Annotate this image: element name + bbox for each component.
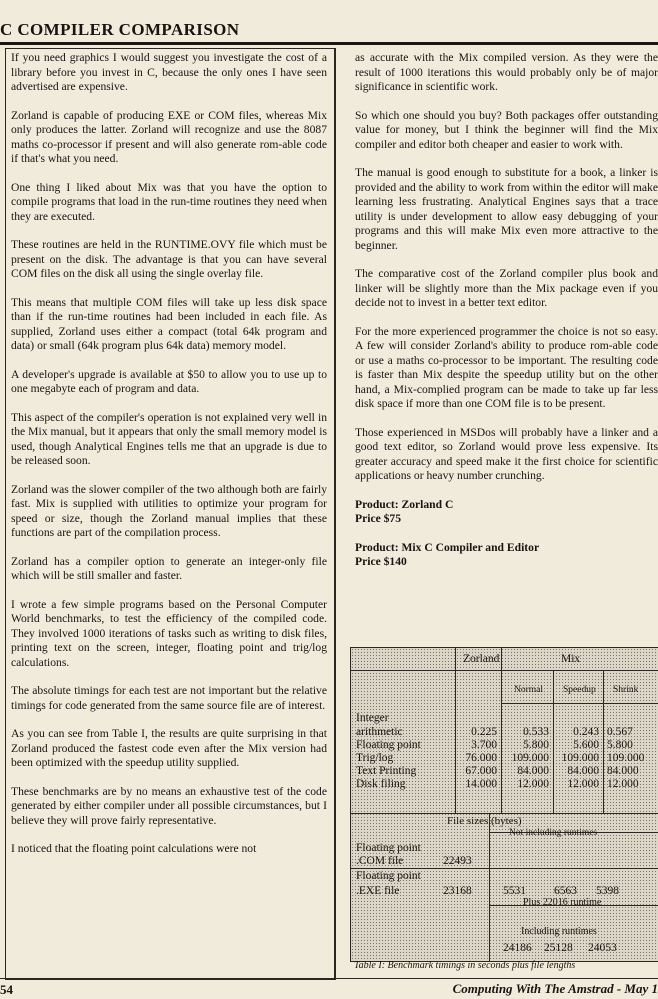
cell-speedup: 0.243 [573, 726, 599, 738]
plus-runtime-label: Plus 22016 runtime [523, 897, 602, 908]
product-name: Product: Zorland C [355, 497, 454, 511]
cell-shrink: 12.000 [607, 778, 639, 790]
paragraph: This means that multiple COM files will take up less disk space than if the run-time routines had been included in each file. As supplied, Zorland uses either a compact (total 64k program and data) or small (64k program plus 64k data) memory model. [11, 295, 327, 352]
paragraph: These benchmarks are by no means an exhaustive test of the code generated by either compiler under all possible circumstances, but I believe they will prove fairly representative. [11, 784, 327, 827]
header-normal: Normal [514, 685, 544, 695]
paragraph: Those experienced in MSDos will probably have a linker and a good text editor, so Zorland would prove less expensive. Its greater accuracy and speed make it the first choice for scientific applications or heavy number crunching. [355, 425, 658, 482]
row-label: Text Printing [356, 765, 417, 777]
header-zorland: Zorland [463, 653, 500, 665]
paragraph: I noticed that the floating point calculations were not [11, 842, 257, 855]
cell-normal: 12.000 [517, 778, 549, 790]
not-including-label: Not including runtimes [509, 828, 598, 838]
cell-normal: 109.000 [511, 752, 549, 764]
paragraph: Zorland has a compiler option to generate an integer-only file which will be still smaller and faster. [11, 554, 327, 582]
row-label: Integer [356, 712, 389, 724]
cell-normal: 84.000 [517, 765, 549, 777]
cell-speedup: 12.000 [567, 778, 599, 790]
paragraph: as accurate with the Mix compiled version. As they were the result of 1000 iterations this would probably only be of major significance in scientific work. [355, 51, 658, 93]
paragraph: As you can see from Table I, the results are quite surprising in that Zorland produced the fastest code even after the Mix version had been optimized with the speedup utility supplied. [11, 727, 327, 769]
paragraph: This aspect of the compiler's operation is not explained very well in the Mix manual, but it appears that only the small memory model is used, though Analytical Engines tells me that an upgrade is due to be released soon. [11, 410, 327, 467]
benchmark-table [350, 647, 658, 962]
cell-shrink: 5.800 [607, 739, 633, 751]
cell-shrink: 0.567 [607, 726, 633, 738]
exe-label: Floating point [356, 870, 421, 882]
header-speedup: Speedup [563, 685, 596, 695]
paragraph: A developer's upgrade is available at $50 to allow you to use up to one megabyte each of program and data. [11, 367, 327, 395]
cell-speedup: 109.000 [561, 752, 599, 764]
right-column [355, 51, 658, 584]
paragraph: So which one should you buy? Both packages offer outstanding value for money, but I think the beginner will find the Mix compiler and editor both cheaper and easier to work with. [355, 108, 658, 151]
exe-zorland: 23168 [443, 885, 472, 897]
table-rule [351, 813, 658, 814]
com-label: Floating point [356, 842, 421, 854]
paragraph: Zorland is capable of producing EXE or COM files, whereas Mix only produces the latter. Zorland will recognize and use the 8087 maths co-processor if present and will also generate rom-able code if that's what you need. [11, 108, 327, 165]
product-mix [355, 541, 658, 570]
product-price: Price $75 [355, 512, 402, 525]
cell-zorland: 0.225 [471, 726, 497, 738]
product-price: Price $140 [355, 555, 407, 568]
com-label: .COM file [356, 855, 404, 867]
product-name: Product: Mix C Compiler and Editor [355, 540, 540, 554]
cell-normal: 0.533 [523, 726, 549, 738]
paragraph: These routines are held in the RUNTIME.OVY file which must be present on the disk. The advantage is that you can have several COM files on the disk all using the single overlay file. [11, 238, 327, 280]
paragraph: Zorland was the slower compiler of the two although both are fairly fast. Mix is supplied with utilities to optimize your program for speed or size, though the Zorland manual implies that these functions are part of the compilation process. [11, 482, 327, 539]
cell-zorland: 14.000 [465, 778, 497, 790]
cell-shrink: 84.000 [607, 765, 639, 777]
com-zorland: 22493 [443, 855, 472, 867]
page-number: 54 [0, 982, 13, 997]
paragraph: I wrote a few simple programs based on the Personal Computer World benchmarks, to test the efficiency of the compiled code. They involved 1000 iterations of tasks such as writing to disk files, printing text on the screen, integer, floating point and trig/log calculations. [11, 597, 327, 669]
including-label: Including runtimes [521, 926, 597, 937]
table-caption: Table I: Benchmark timings in seconds plus file lengths [354, 960, 576, 971]
cell-shrink: 109.000 [607, 752, 645, 764]
paragraph: One thing I liked about Mix was that you have the option to compile programs that load in the run-time routines they need when they are executed. [11, 180, 327, 223]
header-mix: Mix [561, 653, 581, 665]
magazine-footer: Computing With The Amstrad - May 1 [452, 981, 658, 996]
table-rule [489, 813, 490, 961]
cell-speedup: 84.000 [567, 765, 599, 777]
inc-normal: 24186 [503, 942, 532, 954]
row-label: Trig/log [356, 752, 394, 764]
paragraph: The manual is good enough to substitute for a book, a linker is provided and the ability to work from within the editor will make learning less frustrating. Analytical Engines says that a trace utility is under development to allow easy debugging of your programs and this will make Mix even more attractive to the beginner. [355, 166, 658, 252]
article-title: C COMPILER COMPARISON [0, 20, 240, 39]
table-rule [501, 703, 658, 704]
cell-speedup: 5.600 [573, 739, 599, 751]
cell-zorland: 67.000 [465, 765, 497, 777]
footer-rule [0, 978, 658, 979]
header-shrink: Shrink [613, 685, 639, 695]
cell-normal: 5.800 [523, 739, 549, 751]
table-rule [351, 670, 658, 671]
table-rule [603, 670, 604, 813]
file-sizes-title: File sizes (bytes) [447, 815, 522, 827]
exe-label: .EXE file [356, 885, 400, 897]
inc-shrink: 24053 [588, 942, 617, 954]
title-rule [0, 42, 658, 45]
exe-normal: 5531 [503, 885, 526, 897]
inc-speedup: 25128 [544, 942, 573, 954]
table-rule [351, 868, 658, 869]
exe-shrink: 5398 [596, 885, 619, 897]
product-zorland [355, 498, 658, 527]
cell-zorland: 76.000 [465, 752, 497, 764]
row-label: arithmetic [356, 726, 403, 738]
exe-speedup: 6563 [554, 885, 577, 897]
paragraph: For the more experienced programmer the choice is not so easy. A few will consider Zorland's ability to produce rom-able code or use a maths co-processor to be important. The resulting code is faster than Mix despite the speedup utility but on the other hand, a Mix-complied program can be made to take up far less disk space if more than one COM file is to be present. [355, 324, 658, 410]
left-column [11, 51, 327, 871]
row-label: Floating point [356, 739, 421, 751]
row-label: Disk filing [356, 778, 406, 790]
page-header [0, 0, 658, 42]
cell-zorland: 3.700 [471, 739, 497, 751]
paragraph: The absolute timings for each test are not important but the relative timings for code generated from the same source file are of interest. [11, 684, 327, 712]
paragraph: The comparative cost of the Zorland compiler plus book and linker will be slightly more than the Mix package even if you decide not to invest in a better text editor. [355, 267, 658, 309]
paragraph: If you need graphics I would suggest you investigate the cost of a library before you invest in C, because the only ones I have seen advertised are expensive. [11, 51, 327, 93]
